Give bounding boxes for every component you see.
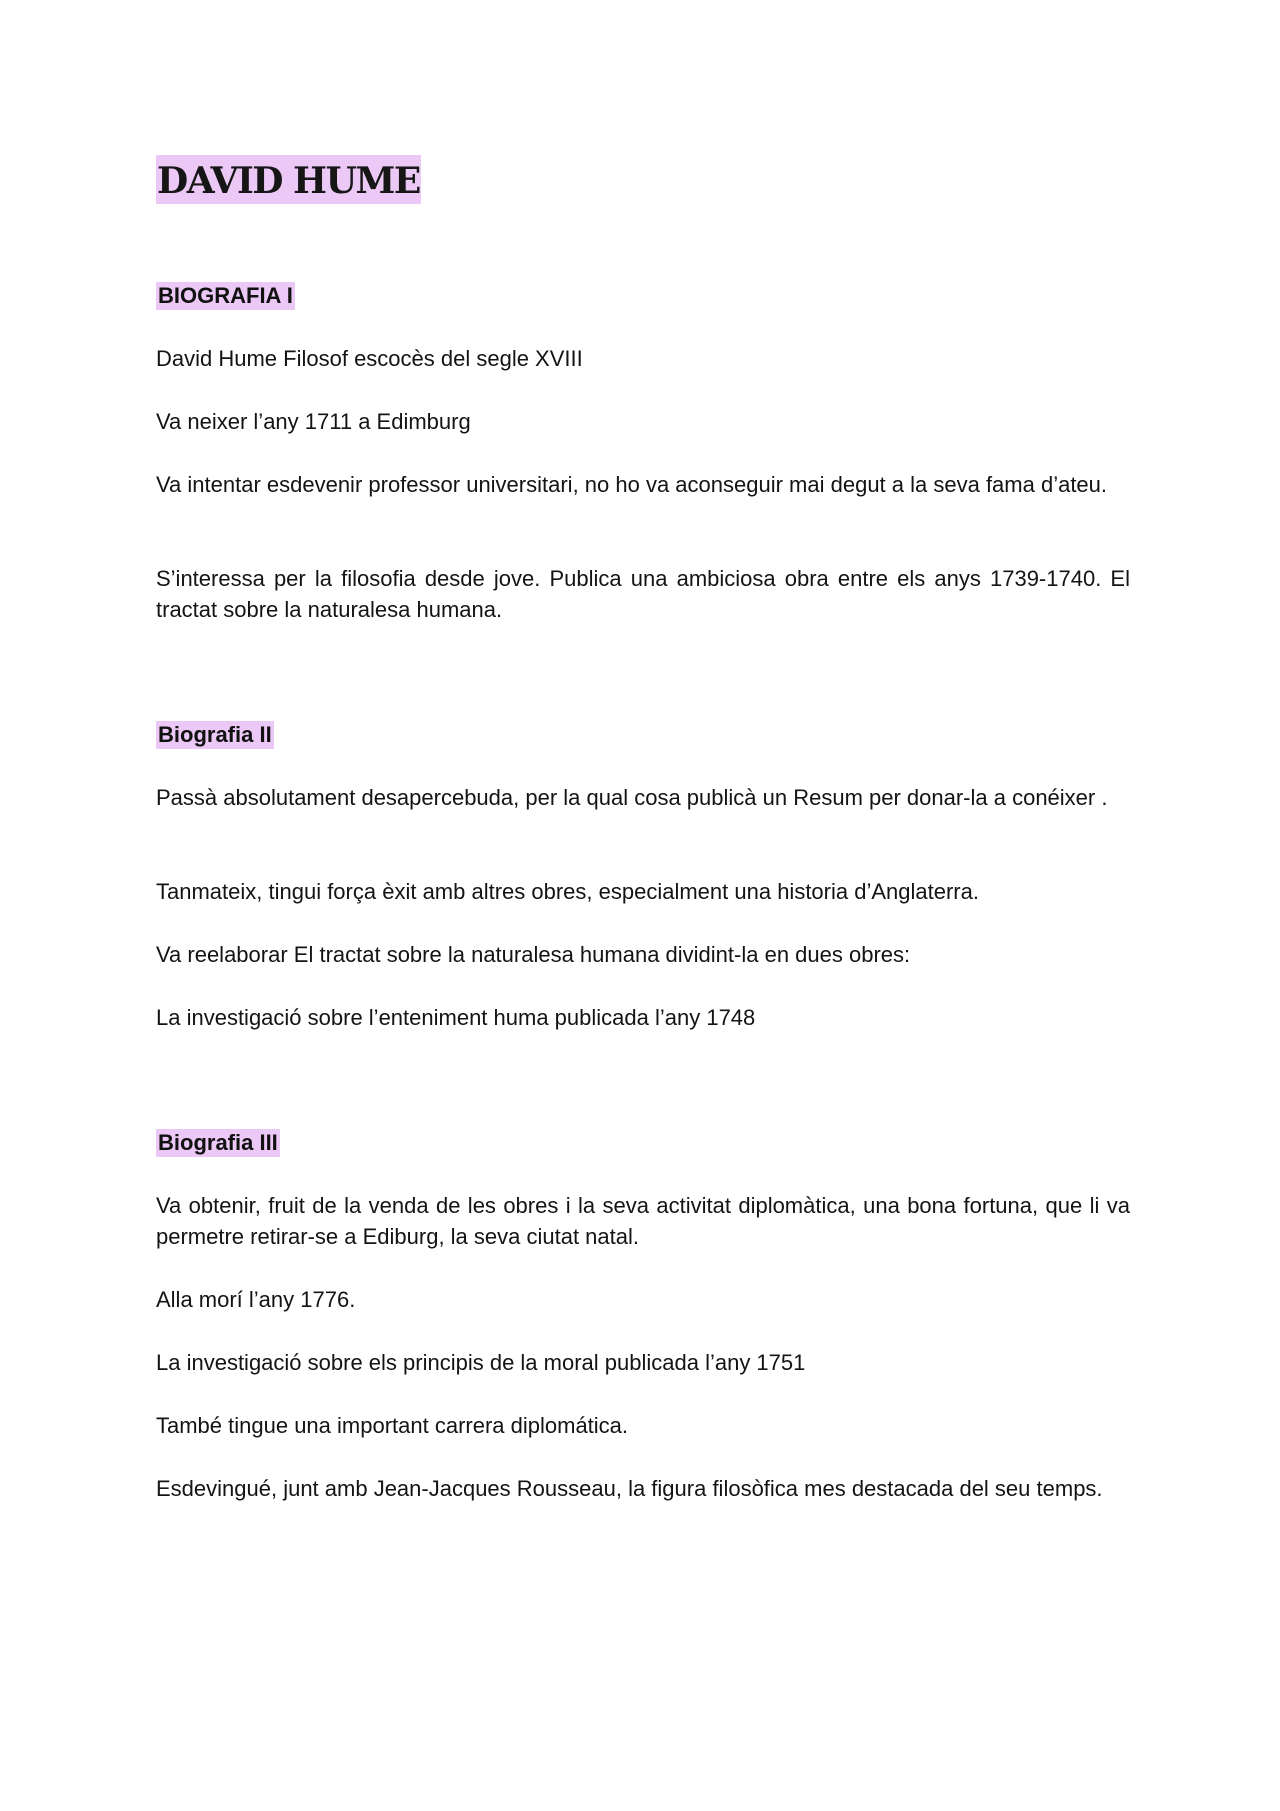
paragraph: La investigació sobre l’enteniment huma publicada l’any 1748 xyxy=(156,1005,756,1030)
paragraph: També tingue una important carrera diplomática. xyxy=(156,1413,629,1438)
paragraph: Tanmateix, tingui força èxit amb altres obres, especialment una historia d’Anglaterra. xyxy=(156,879,979,904)
paragraph: La investigació sobre els principis de la moral publicada l’any 1751 xyxy=(156,1350,806,1375)
paragraph: S’interessa per la filosofia desde jove. Publica una ambiciosa obra entre els anys 1739-1740. El tractat sobre la naturalesa humana. xyxy=(156,566,1130,622)
section-heading-biografia-3: Biografia III xyxy=(158,1130,278,1155)
document-title: DAVID HUME xyxy=(156,155,421,204)
paragraph: Alla morí l’any 1776. xyxy=(156,1287,356,1312)
paragraph: Esdevingué, junt amb Jean-Jacques Rousseau, la figura filosòfica mes destacada del seu temps. xyxy=(156,1476,1103,1501)
section-heading-biografia-2: Biografia II xyxy=(158,722,272,747)
paragraph: Va obtenir, fruit de la venda de les obres i la seva activitat diplomàtica, una bona fortuna, que li va permetre retirar-se a Ediburg, la seva ciutat natal. xyxy=(156,1193,1130,1249)
paragraph: Va neixer l’any 1711 a Edimburg xyxy=(156,409,471,434)
paragraph: David Hume Filosof escocès del segle XVIII xyxy=(156,346,583,371)
paragraph: Va intentar esdevenir professor universitari, no ho va aconseguir mai degut a la seva fama d’ateu. xyxy=(156,472,1108,497)
section-heading-biografia-1: BIOGRAFIA I xyxy=(158,283,293,308)
paragraph: Passà absolutament desapercebuda, per la qual cosa publicà un Resum per donar-la a conéixer . xyxy=(156,785,1108,810)
paragraph: Va reelaborar El tractat sobre la naturalesa humana dividint-la en dues obres: xyxy=(156,942,911,967)
